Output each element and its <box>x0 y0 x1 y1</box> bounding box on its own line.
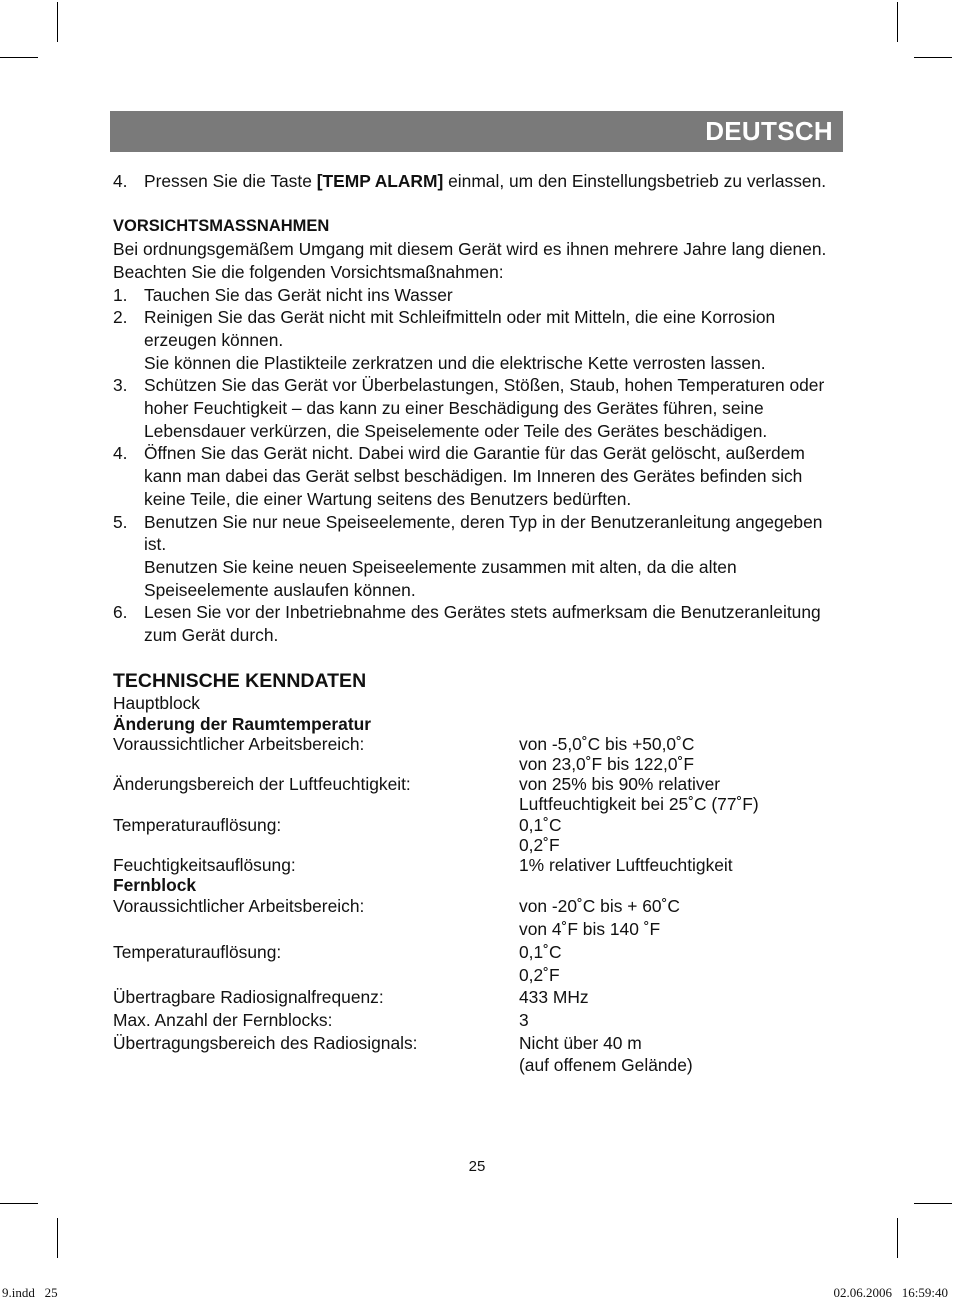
print-slug-file: 9.indd 25 <box>2 1285 58 1300</box>
list-item <box>113 374 843 442</box>
spec-value <box>519 774 843 814</box>
spec-value-line: von -20˚C bis + 60˚C <box>519 896 680 917</box>
spec-value-line: von 23,0˚F bis 122,0˚F <box>519 754 694 775</box>
spec-label: Voraussichtlicher Arbeitsbereich: <box>113 733 365 754</box>
spec-value <box>519 895 843 940</box>
spec-row <box>113 815 843 855</box>
spec-row <box>113 986 843 1009</box>
remote-block-heading: Fernblock <box>113 875 197 896</box>
spec-value-line: von 25% bis 90% relativer <box>519 774 721 795</box>
main-block-label: Hauptblock <box>113 693 201 714</box>
spec-value-line: 433 MHz <box>519 987 589 1008</box>
item-text-block <box>144 306 843 374</box>
item-number: 2. <box>113 307 128 328</box>
spec-row <box>113 1032 843 1077</box>
item-text-block <box>144 374 843 442</box>
spec-value <box>519 815 843 855</box>
list-item <box>113 601 843 646</box>
spec-value-line: 0,1˚C <box>519 814 562 835</box>
list-item <box>113 306 843 374</box>
spec-value <box>519 1009 843 1032</box>
spec-label: Temperaturauflösung: <box>113 814 282 835</box>
crop-mark <box>897 1218 898 1258</box>
list-item <box>113 284 843 307</box>
item-text-pre: Pressen Sie die Taste <box>144 171 317 191</box>
item-text: Lesen Sie vor der Inbetriebnahme des Gerätes stets aufmerksam die Benutzeranleitung zum Gerät durch. <box>144 602 821 646</box>
precautions-list <box>113 284 843 647</box>
crop-mark <box>0 1203 38 1204</box>
language-title: DEUTSCH <box>705 116 833 146</box>
item-text: Tauchen Sie das Gerät nicht ins Wasser <box>144 284 453 305</box>
section-heading-precautions: VORSICHTSMASSNAHMEN <box>113 217 330 236</box>
spec-label: Voraussichtlicher Arbeitsbereich: <box>113 896 365 917</box>
item-text: Öffnen Sie das Gerät nicht. Dabei wird die Garantie für das Gerät gelöscht, außerdem kann man dabei das Gerät selbst beschädigen. Im Inneren des Gerätes befinden sich keine Teile, die einer Wartung seitens des Benutzers bedürften. <box>144 443 805 509</box>
spec-value-line: Luftfeuchtigkeit bei 25˚C (77˚F) <box>519 794 759 815</box>
spec-value-line: 0,2˚F <box>519 964 560 985</box>
spec-value-line: (auf offenem Gelände) <box>519 1055 693 1076</box>
spec-label: Übertragungsbereich des Radiosignals: <box>113 1032 418 1053</box>
crop-mark <box>0 57 38 58</box>
item-number: 6. <box>113 602 128 623</box>
crop-mark <box>57 2 58 42</box>
spec-label: Übertragbare Radiosignalfrequenz: <box>113 987 384 1008</box>
item-text: Schützen Sie das Gerät vor Überbelastungen, Stößen, Staub, hohen Temperaturen oder hoher Feuchtigkeit – das kann zu einer Beschädigung des Gerätes führen, seine Lebensdauer verkürzen, die Speiselemente oder Teile des Gerätes beschädigen. <box>144 375 825 441</box>
room-temp-heading: Änderung der Raumtemperatur <box>113 713 371 734</box>
item-number: 3. <box>113 375 128 396</box>
language-header-bar <box>110 111 843 152</box>
crop-mark <box>57 1218 58 1258</box>
spec-label: Feuchtigkeitsauflösung: <box>113 855 296 876</box>
item-extra-text: Sie können die Plastikteile zerkratzen und die elektrische Kette verrosten lassen. <box>144 352 766 373</box>
crop-mark <box>914 57 952 58</box>
item-text: Reinigen Sie das Gerät nicht mit Schleifmitteln oder mit Mitteln, die eine Korrosion erzeugen können. <box>144 307 776 350</box>
spec-label: Max. Anzahl der Fernblocks: <box>113 1009 333 1030</box>
list-item <box>113 442 843 510</box>
spec-label: Änderungsbereich der Luftfeuchtigkeit: <box>113 774 411 795</box>
key-label: [TEMP ALARM] <box>316 171 444 191</box>
item-number: 1. <box>113 284 128 305</box>
spec-value-line: 3 <box>519 1009 529 1030</box>
spec-value <box>519 1032 843 1077</box>
spec-value <box>519 941 843 986</box>
spec-value-line: von 4˚F bis 140 ˚F <box>519 919 661 940</box>
spec-label: Temperaturauflösung: <box>113 941 282 962</box>
item-number: 4. <box>113 443 128 464</box>
remote-spec-table <box>113 895 843 1077</box>
spec-row <box>113 1009 843 1032</box>
item-text <box>144 170 843 193</box>
spec-value-line: 0,1˚C <box>519 941 562 962</box>
main-spec-table <box>113 734 843 875</box>
spec-value-line: 0,2˚F <box>519 834 560 855</box>
print-slug-date: 02.06.2006 16:59:40 <box>833 1285 948 1300</box>
crop-mark <box>914 1203 952 1204</box>
spec-value <box>519 734 843 774</box>
spec-value-line: 1% relativer Luftfeuchtigkeit <box>519 855 733 876</box>
item-text-block <box>144 284 843 307</box>
section-heading-specs: TECHNISCHE KENNDATEN <box>113 670 367 693</box>
list-item <box>113 170 843 193</box>
spec-row <box>113 855 843 875</box>
precautions-intro: Bei ordnungsgemäßem Umgang mit diesem Gerät wird es ihnen mehrere Jahre lang dienen. Beachten Sie die folgenden Vorsichtsmaßnahmen: <box>113 239 827 282</box>
item-text-post: einmal, um den Einstellungsbetrieb zu verlassen. <box>443 171 827 191</box>
item-text: Benutzen Sie nur neue Speiseelemente, deren Typ in der Benutzeranleitung angegeben ist. <box>144 511 823 555</box>
list-item <box>113 511 843 602</box>
spec-value <box>519 986 843 1009</box>
item-text-block <box>144 511 843 602</box>
spec-value <box>519 855 843 875</box>
spec-row <box>113 941 843 986</box>
item-extra-text: Benutzen Sie keine neuen Speiseelemente zusammen mit alten, da die alten Speiseelemente auslaufen können. <box>144 556 737 600</box>
page-number: 25 <box>468 1158 486 1175</box>
page-content <box>113 170 843 1077</box>
crop-mark <box>897 2 898 42</box>
item-text-block <box>144 442 843 510</box>
item-text-block <box>144 601 843 646</box>
spec-value-line: von -5,0˚C bis +50,0˚C <box>519 733 695 754</box>
spec-row <box>113 774 843 814</box>
item-number: 5. <box>113 511 128 532</box>
item-number: 4. <box>113 171 128 191</box>
spec-value-line: Nicht über 40 m <box>519 1032 642 1053</box>
spec-row <box>113 734 843 774</box>
spec-row <box>113 895 843 940</box>
